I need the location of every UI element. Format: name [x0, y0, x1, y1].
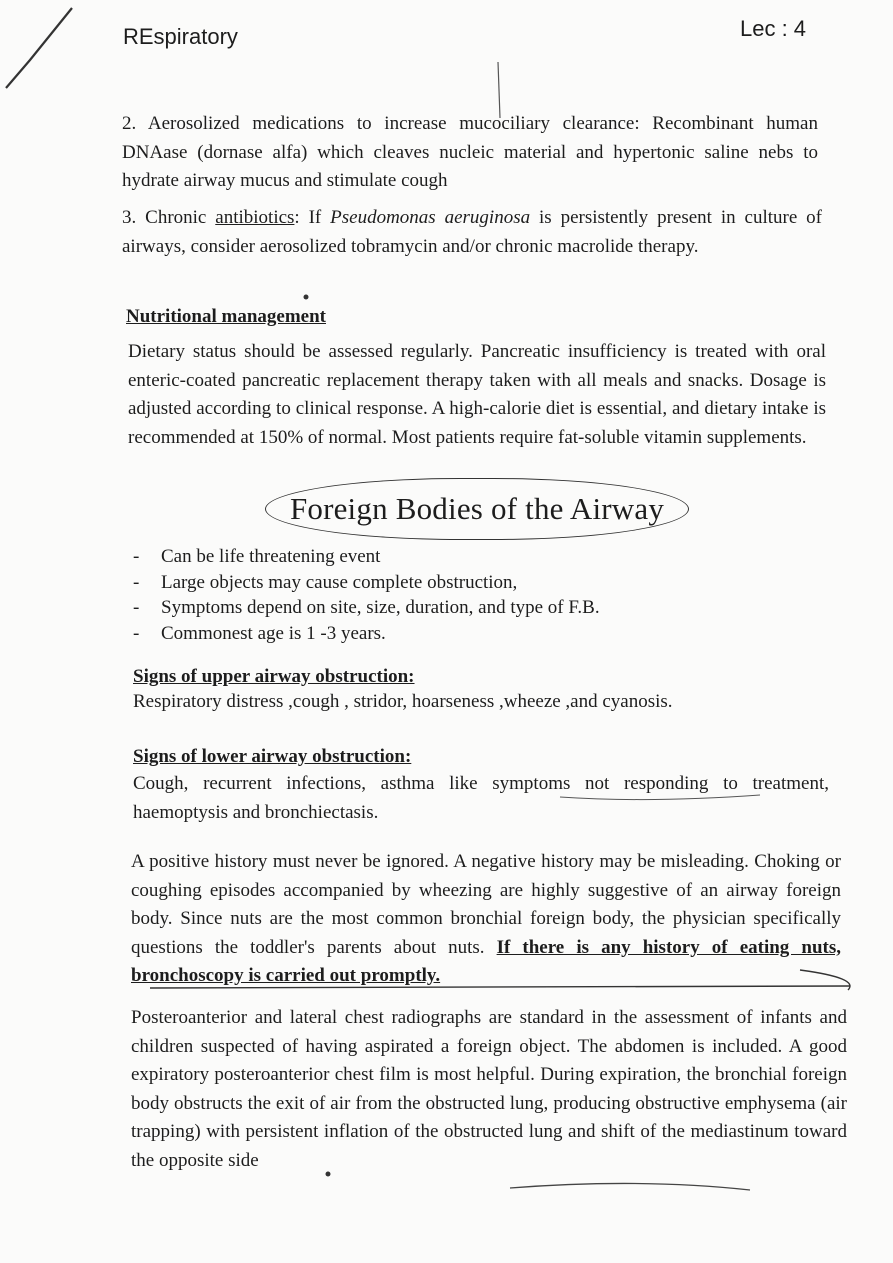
radiograph-paragraph [131, 1004, 847, 1175]
nutrition-heading: Nutritional management [126, 306, 327, 327]
upper-signs-text: Respiratory distress ,cough , stridor, hoarseness ,wheeze ,and cyanosis. [133, 691, 673, 712]
history-paragraph [131, 848, 841, 991]
bullet-item: - Can be life threatening event [133, 546, 381, 567]
treatment-item-3 [122, 204, 822, 261]
nutrition-text: Dietary status should be assessed regularly. Pancreatic insufficiency is treated with oral enteric-coated pancreatic replacement therapy taken with all meals and snacks. Dosage is adjusted according to clinical response. A high-calorie diet is essential, and dietary intake is recommended at 150% of normal. Most patients require fat-soluble vitamin supplements. [128, 341, 826, 448]
header-lecture: Lec : 4 [740, 16, 807, 41]
foreign-bodies-title: Foreign Bodies of the Airway [265, 478, 689, 540]
bottom-pen-stroke [510, 1183, 750, 1190]
antibiotics-term: antibiotics [215, 207, 295, 228]
item3-suffix: is persistently present in culture of airways, consider aerosolized tobramycin and/or chronic macrolide therapy. [122, 207, 822, 257]
lower-signs-text: Cough, recurrent infections, asthma like symptoms not responding to treatment, haemoptysis and bronchiectasis. [133, 773, 829, 823]
history-text: A positive history must never be ignored. A negative history may be misleading. Choking or coughing episodes accompanied by wheezing are highly suggestive of an airway foreign body. Since nuts are the most common bronchial foreign body, the physician specifically questions the toddler's parents about nuts. [131, 851, 841, 958]
treatment-item-2-text: 2. Aerosolized medications to increase mucociliary clearance: Recombinant human DNAase (dornase alfa) which cleaves nucleic material and hypertonic saline nebs to hydrate airway mucus and stimulate cough [122, 113, 818, 191]
radiograph-text: Posteroanterior and lateral chest radiographs are standard in the assessment of infants and children suspected of having aspirated a foreign object. The abdomen is included. A good expiratory posteroanterior chest film is most helpful. During expiration, the bronchial foreign body obstructs the exit of air from the obstructed lung, producing obstructive emphysema (air trapping) with persistent inflation of the obstructed lung and shift of the mediastinum toward the opposite side [131, 1007, 847, 1171]
corner-pen-stroke [6, 8, 72, 88]
history-bold-text: If there is any history of eating nuts, bronchoscopy is carried out promptly. [131, 936, 841, 986]
treatment-item-2 [122, 110, 818, 196]
item3-prefix: 3. Chronic [122, 207, 216, 228]
bullet-item: - Commonest age is 1 -3 years. [133, 622, 386, 644]
lower-signs-heading: Signs of lower airway obstruction: [133, 746, 412, 767]
pseudomonas-term: Pseudomonas aeruginosa [330, 207, 531, 228]
upper-signs-heading: Signs of upper airway obstruction: [133, 666, 415, 687]
bullet-item: - Large objects may cause complete obstruction, [133, 571, 518, 593]
pen-dot [304, 295, 309, 300]
nutrition-paragraph [128, 338, 826, 452]
item3-mid: : If [294, 207, 331, 228]
foreign-bodies-bullets [133, 544, 600, 646]
bullet-item: - Symptoms depend on site, size, duration, and type of F.B. [133, 597, 600, 618]
header-subject: REspiratory [123, 24, 238, 49]
